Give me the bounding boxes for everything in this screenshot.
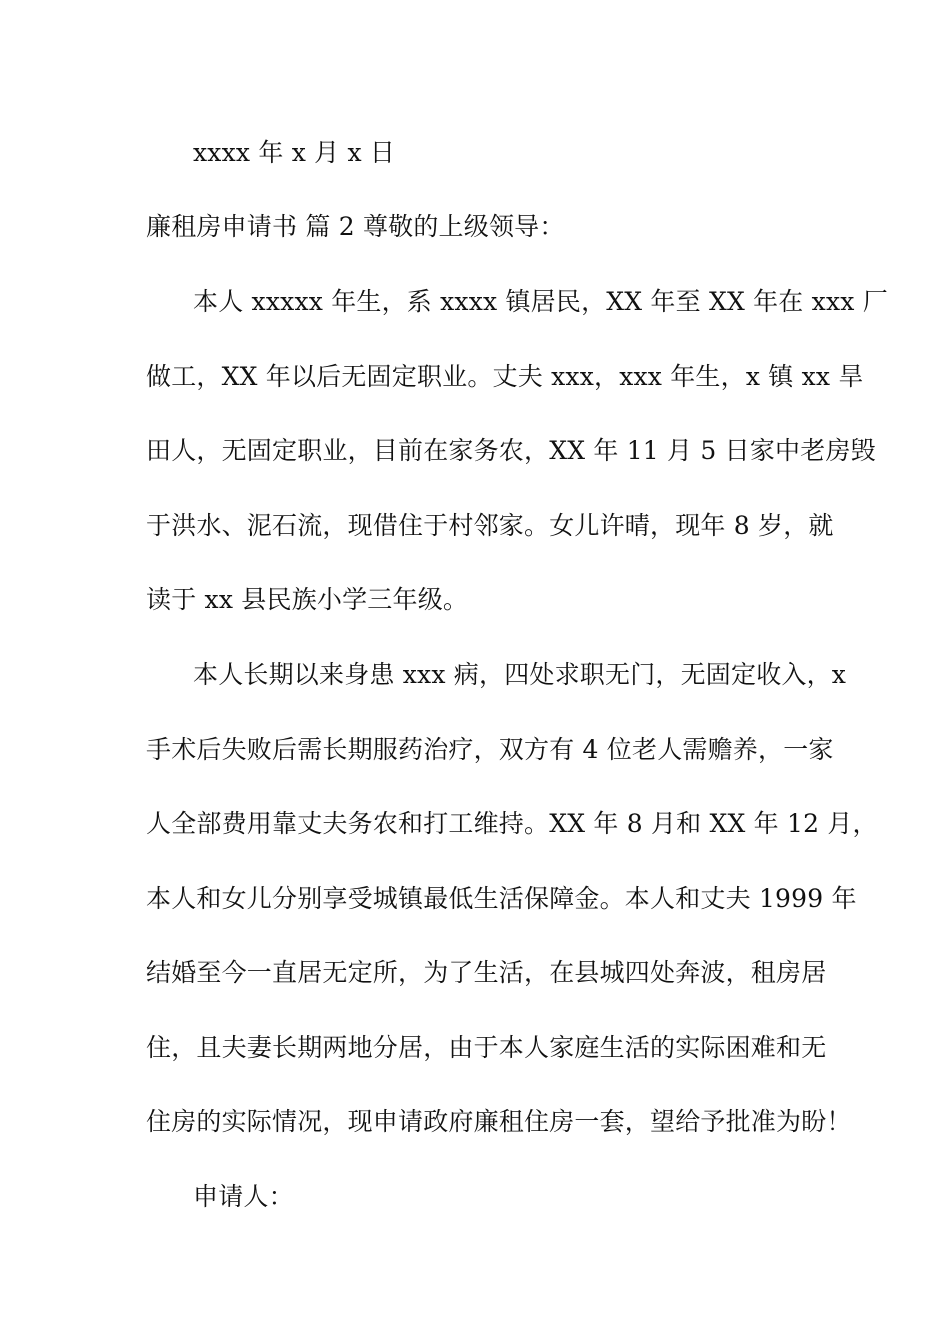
paragraph2-line-6: 住，且夫妻长期两地分居，由于本人家庭生活的实际困难和无	[146, 1033, 827, 1062]
paragraph2-line-2: 手术后失败后需长期服药治疗，双方有 4 位老人需赡养，一家	[146, 735, 834, 764]
paragraph1-line-4: 于洪水、泥石流，现借住于村邻家。女儿许晴，现年 8 岁，就	[146, 511, 834, 540]
date-line: xxxx 年 x 月 x 日	[193, 138, 396, 167]
paragraph2-line-5: 结婚至今一直居无定所，为了生活，在县城四处奔波，租房居	[146, 958, 827, 987]
paragraph1-line-5: 读于 xx 县民族小学三年级。	[146, 585, 469, 614]
paragraph1-line-2: 做工，XX 年以后无固定职业。丈夫 xxx，xxx 年生，x 镇 xx 旱	[146, 362, 864, 391]
signature-label: 申请人：	[193, 1182, 294, 1211]
paragraph2-line-7: 住房的实际情况，现申请政府廉租住房一套，望给予批准为盼！	[146, 1107, 852, 1136]
paragraph2-line-4: 本人和女儿分别享受城镇最低生活保障金。本人和丈夫 1999 年	[146, 884, 857, 913]
paragraph2-line-1: 本人长期以来身患 xxx 病，四处求职无门，无固定收入，x	[193, 660, 847, 689]
paragraph1-line-3: 田人，无固定职业，目前在家务农，XX 年 11 月 5 日家中老房毁	[146, 436, 876, 465]
paragraph2-line-3: 人全部费用靠丈夫务农和打工维持。XX 年 8 月和 XX 年 12 月，	[146, 809, 878, 838]
paragraph1-line-1: 本人 xxxxx 年生，系 xxxx 镇居民，XX 年至 XX 年在 xxx 厂	[193, 287, 888, 316]
document-heading: 廉租房申请书 篇 2 尊敬的上级领导：	[146, 212, 565, 241]
